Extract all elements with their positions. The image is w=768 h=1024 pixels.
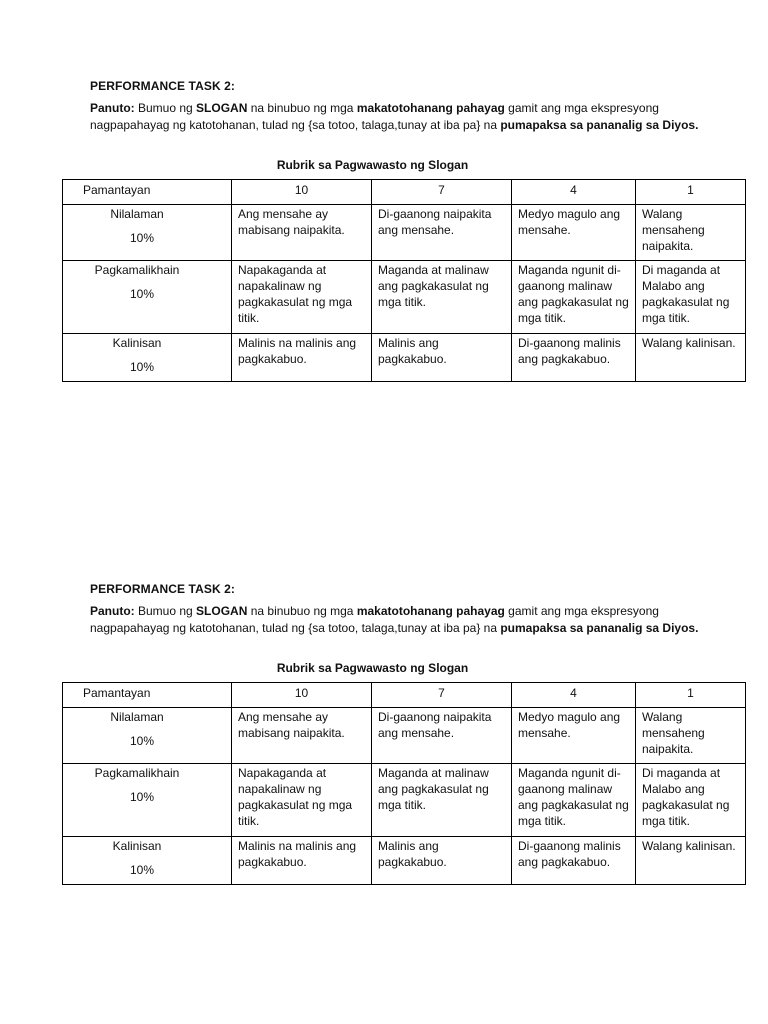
criterion-cell xyxy=(63,708,232,764)
criterion-weight: 10% xyxy=(129,790,155,804)
rubric-table xyxy=(62,179,746,382)
table-cell: Maganda at malinaw ang pagkakasulat ng mga titik. xyxy=(372,261,512,334)
rubric-table xyxy=(62,682,746,885)
table-cell: Walang kalinisan. xyxy=(636,837,746,885)
instructions-keyword-topic: pumapaksa sa pananalig sa Diyos. xyxy=(500,620,699,635)
header-score-1: 1 xyxy=(636,180,746,205)
instructions-label: Panuto: xyxy=(90,101,135,115)
instructions-keyword-pahayag: makatotohanang pahayag xyxy=(356,604,505,618)
instructions-keyword-slogan: SLOGAN xyxy=(196,604,248,618)
table-row xyxy=(63,764,746,837)
task-title: PERFORMANCE TASK 2: xyxy=(90,582,236,596)
header-score-4: 4 xyxy=(512,683,636,708)
header-pamantayan: Pamantayan xyxy=(63,180,232,205)
table-cell: Ang mensahe ay mabisang naipakita. xyxy=(232,708,372,764)
instructions-keyword-topic: pumapaksa sa pananalig sa Diyos. xyxy=(500,117,699,132)
criterion-weight: 10% xyxy=(129,287,155,301)
header-score-1: 1 xyxy=(636,683,746,708)
instructions-keyword-pahayag: makatotohanang pahayag xyxy=(356,101,505,115)
instructions xyxy=(90,100,710,133)
instructions-text: Bumuo ng xyxy=(134,101,197,115)
table-row xyxy=(63,837,746,885)
table-cell: Medyo magulo ang mensahe. xyxy=(512,205,636,261)
criterion-weight: 10% xyxy=(129,734,155,748)
instructions-text: na binubuo ng mga xyxy=(247,604,357,618)
table-cell: Di maganda at Malabo ang pagkakasulat ng mga titik. xyxy=(636,261,746,334)
table-cell: Ang mensahe ay mabisang naipakita. xyxy=(232,205,372,261)
instructions-keyword-slogan: SLOGAN xyxy=(196,101,248,115)
table-cell: Di-gaanong malinis ang pagkakabuo. xyxy=(512,837,636,885)
criterion-weight: 10% xyxy=(129,360,155,374)
criterion-name: Nilalaman xyxy=(110,710,164,724)
criterion-name: Nilalaman xyxy=(110,207,164,221)
criterion-weight: 10% xyxy=(129,231,155,245)
criterion-cell xyxy=(63,764,232,837)
criterion-cell xyxy=(63,261,232,334)
instructions-text: gamit ang mga ekspresyong nagpapahayag ng katotohanan, tulad ng {sa totoo, talaga,tunay at iba pa} na xyxy=(90,101,659,132)
table-cell: Di-gaanong naipakita ang mensahe. xyxy=(372,708,512,764)
table-cell: Di-gaanong naipakita ang mensahe. xyxy=(372,205,512,261)
header-pamantayan: Pamantayan xyxy=(63,683,232,708)
header-score-4: 4 xyxy=(512,180,636,205)
table-header-row xyxy=(63,683,746,708)
table-cell: Walang mensaheng naipakita. xyxy=(636,708,746,764)
criterion-cell xyxy=(63,334,232,382)
header-score-10: 10 xyxy=(232,683,372,708)
table-cell: Malinis ang pagkakabuo. xyxy=(372,334,512,382)
table-cell: Medyo magulo ang mensahe. xyxy=(512,708,636,764)
instructions-text: na binubuo ng mga xyxy=(247,101,357,115)
table-cell: Napakaganda at napakalinaw ng pagkakasulat ng mga titik. xyxy=(232,764,372,837)
instructions-label: Panuto: xyxy=(90,604,135,618)
table-cell: Malinis na malinis ang pagkakabuo. xyxy=(232,837,372,885)
table-row xyxy=(63,205,746,261)
table-row xyxy=(63,261,746,334)
rubric-title: Rubrik sa Pagwawasto ng Slogan xyxy=(276,661,469,675)
criterion-name: Pagkamalikhain xyxy=(94,766,180,780)
header-score-10: 10 xyxy=(232,180,372,205)
rubric-title: Rubrik sa Pagwawasto ng Slogan xyxy=(276,158,469,172)
instructions xyxy=(90,603,710,636)
task-title: PERFORMANCE TASK 2: xyxy=(90,79,236,93)
table-cell: Maganda ngunit di-gaanong malinaw ang pagkakasulat ng mga titik. xyxy=(512,764,636,837)
table-cell: Di-gaanong malinis ang pagkakabuo. xyxy=(512,334,636,382)
table-row xyxy=(63,708,746,764)
table-cell: Malinis ang pagkakabuo. xyxy=(372,837,512,885)
table-cell: Malinis na malinis ang pagkakabuo. xyxy=(232,334,372,382)
instructions-text: gamit ang mga ekspresyong nagpapahayag ng katotohanan, tulad ng {sa totoo, talaga,tunay at iba pa} na xyxy=(90,604,659,635)
table-cell: Napakaganda at napakalinaw ng pagkakasulat ng mga titik. xyxy=(232,261,372,334)
table-cell: Walang mensaheng naipakita. xyxy=(636,205,746,261)
criterion-cell xyxy=(63,837,232,885)
table-cell: Maganda ngunit di-gaanong malinaw ang pagkakasulat ng mga titik. xyxy=(512,261,636,334)
criterion-name: Pagkamalikhain xyxy=(94,263,180,277)
criterion-cell xyxy=(63,205,232,261)
criterion-weight: 10% xyxy=(129,863,155,877)
table-cell: Di maganda at Malabo ang pagkakasulat ng mga titik. xyxy=(636,764,746,837)
header-score-7: 7 xyxy=(372,683,512,708)
table-cell: Maganda at malinaw ang pagkakasulat ng mga titik. xyxy=(372,764,512,837)
instructions-text: Bumuo ng xyxy=(134,604,197,618)
table-header-row xyxy=(63,180,746,205)
table-cell: Walang kalinisan. xyxy=(636,334,746,382)
criterion-name: Kalinisan xyxy=(112,839,162,853)
table-row xyxy=(63,334,746,382)
criterion-name: Kalinisan xyxy=(112,336,162,350)
header-score-7: 7 xyxy=(372,180,512,205)
